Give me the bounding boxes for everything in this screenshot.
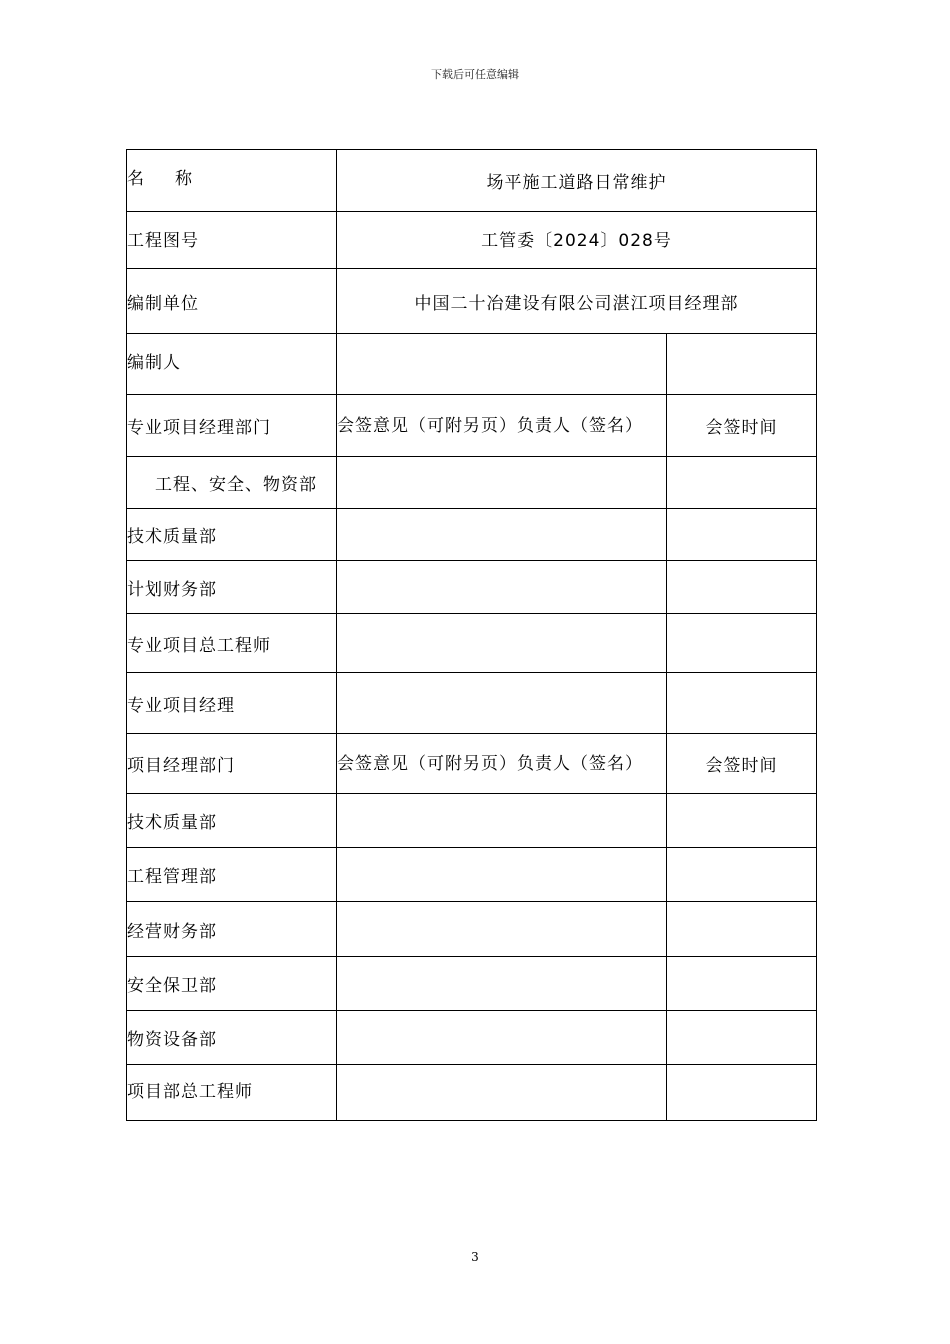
time-cell[interactable]	[667, 457, 817, 509]
row-author	[127, 334, 817, 395]
opinion-cell[interactable]	[337, 673, 667, 734]
dept-name: 工程管理部	[127, 848, 337, 902]
table-row	[127, 509, 817, 561]
name-label: 名 称	[127, 150, 337, 212]
dept-name: 项目部总工程师	[127, 1065, 337, 1121]
dept-name: 物资设备部	[127, 1011, 337, 1065]
opinion-cell[interactable]	[337, 794, 667, 848]
time-cell[interactable]	[667, 509, 817, 561]
dept-name: 经营财务部	[127, 902, 337, 957]
page-number: 3	[471, 1250, 479, 1264]
table-row	[127, 957, 817, 1011]
section1-time-header: 会签时间	[667, 395, 817, 457]
opinion-cell[interactable]	[337, 509, 667, 561]
section1-opinion-header: 会签意见（可附另页）负责人（签名）	[337, 395, 667, 457]
author-extra[interactable]	[667, 334, 817, 395]
dept-name: 技术质量部	[127, 794, 337, 848]
drawing-no-label: 工程图号	[127, 212, 337, 269]
table-row	[127, 614, 817, 673]
author-value[interactable]	[337, 334, 667, 395]
opinion-cell[interactable]	[337, 848, 667, 902]
dept-name: 专业项目经理	[127, 673, 337, 734]
dept-name: 计划财务部	[127, 561, 337, 614]
author-label: 编制人	[127, 334, 337, 395]
time-cell[interactable]	[667, 614, 817, 673]
header-note: 下载后可任意编辑	[431, 68, 519, 81]
row-name	[127, 150, 817, 212]
table-row	[127, 794, 817, 848]
time-cell[interactable]	[667, 794, 817, 848]
dept-name: 专业项目总工程师	[127, 614, 337, 673]
section2-time-header: 会签时间	[667, 734, 817, 794]
opinion-cell[interactable]	[337, 561, 667, 614]
row-org	[127, 269, 817, 334]
table-row	[127, 902, 817, 957]
time-cell[interactable]	[667, 673, 817, 734]
section2-header	[127, 734, 817, 794]
table-row	[127, 457, 817, 509]
section2-dept-header: 项目经理部门	[127, 734, 337, 794]
drawing-no-value: 工管委〔2024〕028号	[337, 212, 817, 269]
name-value: 场平施工道路日常维护	[337, 150, 817, 212]
sign-off-form	[126, 149, 817, 1121]
opinion-cell[interactable]	[337, 457, 667, 509]
dept-name: 技术质量部	[127, 509, 337, 561]
time-cell[interactable]	[667, 902, 817, 957]
opinion-cell[interactable]	[337, 1011, 667, 1065]
dept-name: 工程、安全、物资部	[127, 457, 337, 509]
opinion-cell[interactable]	[337, 902, 667, 957]
table-row	[127, 673, 817, 734]
opinion-cell[interactable]	[337, 614, 667, 673]
time-cell[interactable]	[667, 957, 817, 1011]
section2-opinion-header: 会签意见（可附另页）负责人（签名）	[337, 734, 667, 794]
table-row	[127, 848, 817, 902]
opinion-cell[interactable]	[337, 1065, 667, 1121]
table-row	[127, 1011, 817, 1065]
time-cell[interactable]	[667, 1065, 817, 1121]
section1-dept-header: 专业项目经理部门	[127, 395, 337, 457]
opinion-cell[interactable]	[337, 957, 667, 1011]
time-cell[interactable]	[667, 561, 817, 614]
time-cell[interactable]	[667, 848, 817, 902]
table-row	[127, 1065, 817, 1121]
table-row	[127, 561, 817, 614]
dept-name: 安全保卫部	[127, 957, 337, 1011]
org-value: 中国二十冶建设有限公司湛江项目经理部	[337, 269, 817, 334]
section1-header	[127, 395, 817, 457]
org-label: 编制单位	[127, 269, 337, 334]
time-cell[interactable]	[667, 1011, 817, 1065]
row-drawing-no	[127, 212, 817, 269]
